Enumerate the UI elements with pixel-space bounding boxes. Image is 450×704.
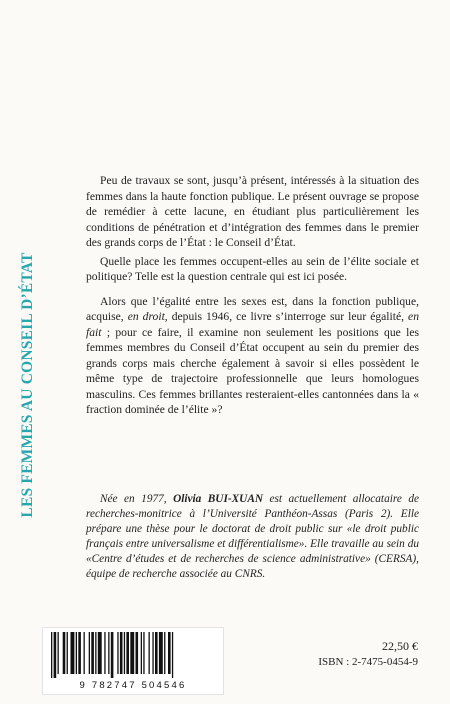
barcode-bar	[89, 632, 90, 674]
barcode-bar	[124, 632, 125, 674]
spine-title	[18, 200, 38, 570]
barcode-bar	[78, 632, 81, 674]
barcode-bar	[84, 632, 85, 674]
blurb-paragraph-1: Peu de travaux se sont, jusqu’à présent, intéressés à la situation des femmes dans la haute fonction publique. Le présent ouvrage se propose de remédier à cette lacune, en étudiant plus particulièrement les conditions de pénétration et d’intégration des femmes dans le premier des grands corps de l’État : le Conseil d’État.	[86, 174, 419, 249]
barcode-bar	[108, 632, 109, 674]
blurb-paragraph-3	[86, 294, 419, 418]
author-bio	[86, 492, 419, 582]
author-bio-paragraph	[86, 492, 419, 582]
barcode-bar	[130, 632, 134, 674]
author-bio-rest: est actuellement allocataire de recherches-monitrice à l’Université Panthéon-Assas (Paris 2). Elle prépare une thèse pour le doctorat de droit public sur «le droit public français entre universalisme et différentialisme». Elle travaille au sein du «Centre d’études et de recherches de science administrative» (CERSA), équipe de recherche associée au CNRS.	[86, 493, 419, 580]
barcode-bar	[120, 632, 123, 674]
barcode-bars	[51, 632, 215, 678]
blurb	[86, 173, 419, 421]
barcode-bar	[76, 632, 77, 674]
barcode-bar	[58, 632, 59, 674]
barcode-bar	[126, 632, 129, 674]
blurb-p3-emphasis-2: en fait	[86, 310, 419, 339]
barcode-bar	[95, 632, 96, 674]
barcode-bar	[159, 632, 163, 674]
barcode-bar	[168, 632, 171, 674]
barcode-bar	[152, 632, 153, 674]
barcode-bar	[149, 632, 150, 674]
barcode-bar	[51, 632, 52, 678]
barcode	[42, 627, 224, 695]
author-bio-lead: Née en 1977,	[100, 493, 174, 505]
barcode-number: 9 782747 504546	[79, 680, 187, 691]
barcode-bar	[63, 632, 66, 674]
author-name: Olivia BUI-XUAN	[173, 493, 264, 505]
blurb-p3-part1: Alors que l’égalité entre les sexes est, dans la fonction publique, acquise,	[86, 294, 419, 323]
barcode-bar	[141, 632, 142, 674]
barcode-bar	[143, 632, 144, 674]
isbn: ISBN : 2-7475-0454-9	[318, 656, 418, 668]
barcode-bar	[67, 632, 68, 674]
barcode-bar	[111, 632, 114, 678]
barcode-bar	[54, 632, 57, 678]
barcode-bar	[172, 632, 173, 678]
barcode-bar	[104, 632, 105, 674]
barcode-bar	[71, 632, 75, 674]
barcode-bar	[91, 632, 94, 674]
blurb-p3-part3: ; pour ce faire, il examine non seulement les positions que les femmes membres du Conseil d’État occupent au sein du premier des grands corps mais cherche également à savoir si elles possèdent le même type de trajectoire professionnelle que leurs homologues masculins. Ces femmes brillantes resteraient-elles cantonnées dans la « fraction dominée de l’élite »?	[86, 325, 419, 416]
barcode-bar	[98, 632, 102, 674]
blurb-p3-emphasis-1: en droit	[127, 310, 165, 323]
barcode-bar	[136, 632, 139, 674]
barcode-bar	[155, 632, 158, 674]
barcode-bar	[164, 632, 165, 674]
blurb-paragraph-2: Quelle place les femmes occupent-elles au sein de l’élite sociale et politique? Telle est la question centrale qui est ici posée.	[86, 254, 419, 283]
spine-title-text: LES FEMMES AU CONSEIL D’ÉTAT	[19, 252, 36, 518]
price: 22,50 €	[382, 639, 418, 653]
barcode-bar	[117, 632, 118, 674]
blurb-p3-part2: , depuis 1946, ce livre s’interroge sur leur égalité,	[164, 310, 409, 323]
